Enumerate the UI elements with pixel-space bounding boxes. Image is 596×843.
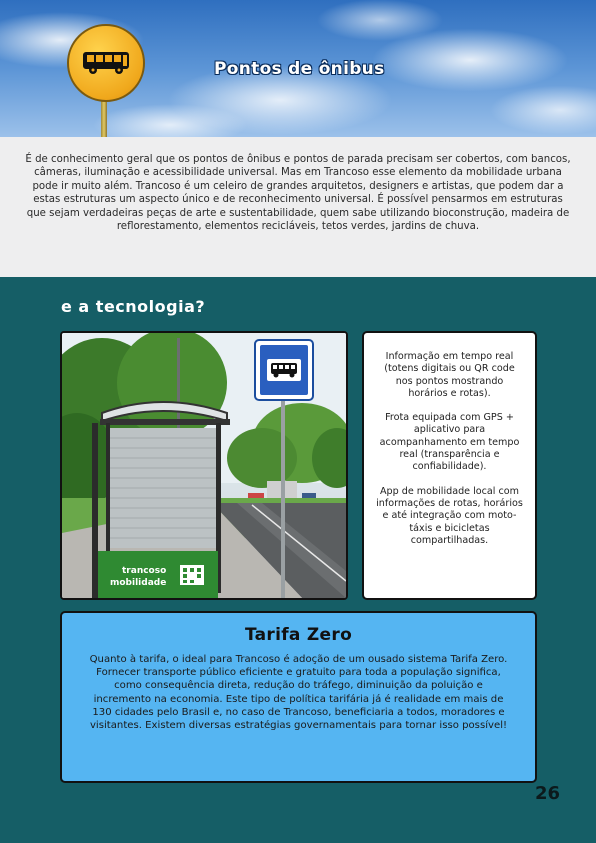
shelter-panel-text-1: trancoso (122, 566, 167, 576)
shelter-panel-text-2: mobilidade (110, 578, 167, 588)
bus-stop-sign (67, 24, 145, 102)
info-item: Frota equipada com GPS + aplicativo para acompanhamento em tempo real (transparência e confiabilidade). (379, 412, 520, 473)
tarifa-zero-text: Quanto à tarifa, o ideal para Trancoso é adoção de um ousado sistema Tarifa Zero. Fornecer transporte público eficiente e gratuito para toda a população significa, como consequência direta, redução do tráfego, diminuição da poluição e incremento na economia. Este tipo de política tarifária já é realidade em mais de 130 cidades pelo Brasil e, no caso de Trancoso, beneficiaria a todos, moradores e visitantes. Existem diversas estratégias governamentais para tornar isso possível! (89, 654, 508, 732)
page-title: Pontos de ônibus (214, 59, 385, 79)
section-title: e a tecnologia? (61, 297, 206, 316)
page-number: 26 (535, 783, 561, 804)
bus-stop-photo (60, 331, 348, 600)
header-banner (0, 0, 596, 137)
technology-info-box (362, 331, 537, 600)
info-item: App de mobilidade local com informações de rotas, horários e até integração com moto-táxis e bicicletas compartilhadas. (376, 485, 523, 546)
intro-text: É de conhecimento geral que os pontos de ônibus e pontos de parada precisam ser cobertos, com bancos, câmeras, iluminação e acessibilidade universal. Mas em Trancoso esse elemento da mobilidade urbana pode ir muito além. Trancoso é um celeiro de grandes arquitetos, designers e artistas, que podem dar a estas estruturas um aspecto único e de reconhecimento universal. É possível pensarmos em estruturas que sejam verdadeiras peças de arte e sustentabilidade, quem sabe utilizando bioconstrução, madeira de reflorestamento, elementos recicláveis, tetos verdes, jardins de chuva. (25, 154, 571, 233)
tarifa-zero-box (60, 611, 537, 783)
bus-icon (81, 50, 131, 76)
intro-panel (0, 137, 596, 277)
tarifa-zero-title: Tarifa Zero (244, 625, 353, 645)
bus-stop-illustration (62, 333, 346, 598)
info-item: Informação em tempo real (totens digitais ou QR code nos pontos mostrando horários e rotas). (384, 351, 515, 399)
